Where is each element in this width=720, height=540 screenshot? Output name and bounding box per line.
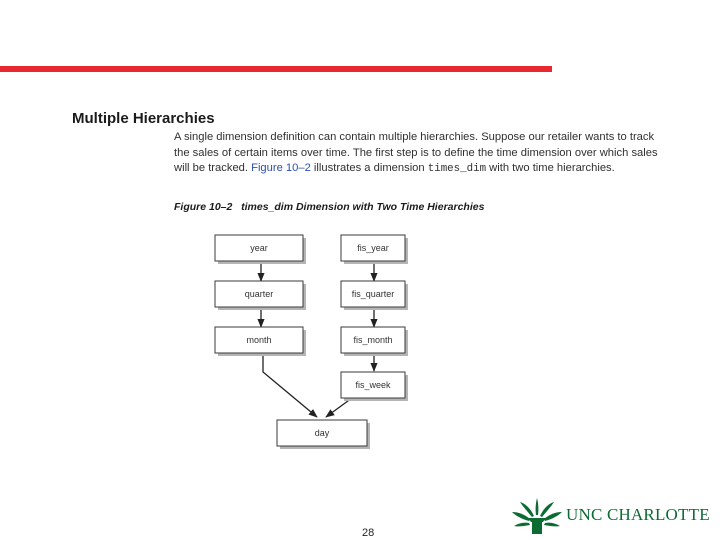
node-fis-month: [341, 327, 408, 356]
node-fis-month-label: fis_month: [353, 335, 393, 345]
node-quarter-label: quarter: [244, 289, 274, 299]
paragraph-text-2: illustrates a dimension: [310, 162, 428, 174]
node-month: [215, 327, 306, 356]
node-year: [215, 235, 306, 264]
paragraph-text-1: A single dimension definition can contain multiple hierarchies. Suppose our retailer wants to track the sales of certain items over time. The first step is to define the time dimension over which sales will be tracked.: [174, 131, 658, 174]
node-year-label: year: [250, 243, 268, 253]
edge-month-day: [263, 354, 317, 417]
page-number: 28: [362, 527, 375, 539]
dimension-code-name: times_dim: [427, 163, 487, 175]
node-quarter: [215, 281, 306, 310]
node-day: [277, 420, 370, 449]
node-fis-year-label: fis_year: [357, 243, 389, 253]
figure-caption: Figure 10–2 times_dim Dimension with Two Time Hierarchies: [174, 201, 485, 213]
node-fis-week-label: fis_week: [355, 380, 391, 390]
slide-heading: Multiple Hierarchies: [72, 110, 215, 127]
logo-wordmark: UNC CHARLOTTE: [566, 505, 710, 524]
node-day-label: day: [314, 428, 330, 438]
node-month-label: month: [246, 335, 272, 345]
crown-icon: [512, 498, 562, 534]
paragraph-text-3: with two time hierarchies.: [486, 162, 615, 174]
node-fis-quarter-label: fis_quarter: [351, 289, 395, 299]
node-fis-quarter: [341, 281, 408, 310]
node-fis-week: [341, 372, 408, 401]
node-fis-year: [341, 235, 408, 264]
figure-reference-link[interactable]: Figure 10–2: [251, 162, 311, 174]
